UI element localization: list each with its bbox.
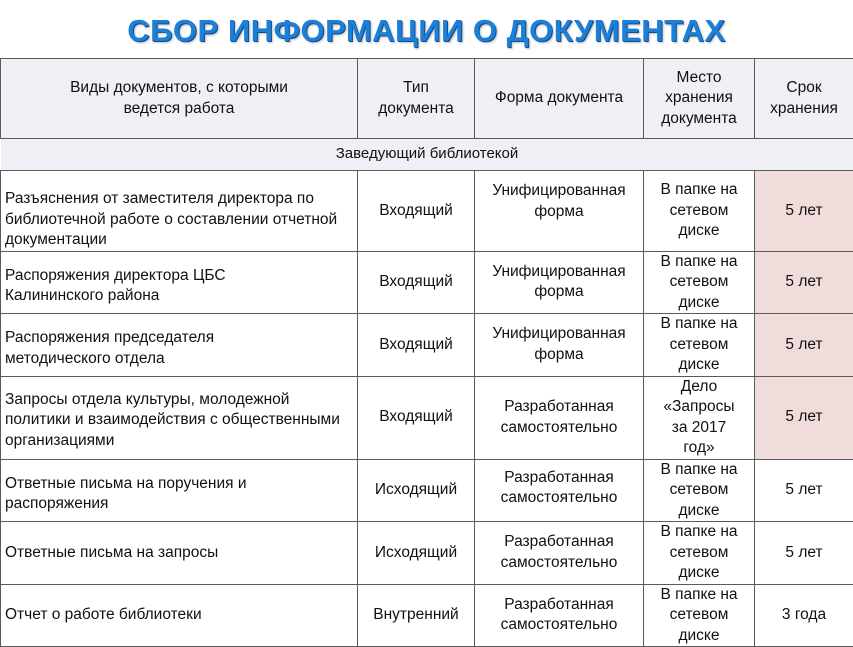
table-row — [1, 171, 853, 252]
table-row — [1, 459, 853, 522]
section-row — [1, 139, 853, 171]
doc-type: Входящий — [358, 251, 475, 314]
doc-form: Разработанная самостоятельно — [475, 522, 644, 585]
doc-form: Разработанная самостоятельно — [475, 459, 644, 522]
doc-type: Входящий — [358, 314, 475, 377]
doc-place: В папке на сетевом диске — [644, 522, 755, 585]
doc-kind: Запросы отдела культуры, молодежной политики и взаимодействия с общественными организациями — [1, 376, 358, 459]
doc-term: 5 лет — [755, 459, 853, 522]
doc-place: В папке на сетевом диске — [644, 459, 755, 522]
doc-place: Дело «Запросы за 2017 год» — [644, 376, 755, 459]
doc-form: Разработанная самостоятельно — [475, 584, 644, 647]
doc-type: Исходящий — [358, 459, 475, 522]
doc-type: Исходящий — [358, 522, 475, 585]
doc-term: 5 лет — [755, 314, 853, 377]
doc-type: Входящий — [358, 376, 475, 459]
doc-place: В папке на сетевом диске — [644, 314, 755, 377]
doc-kind: Ответные письма на поручения и распоряжения — [1, 459, 358, 522]
doc-kind: Распоряжения директора ЦБС Калининского района — [1, 251, 358, 314]
table-row — [1, 584, 853, 647]
doc-type: Входящий — [358, 171, 475, 252]
doc-place: В папке на сетевом диске — [644, 251, 755, 314]
doc-term: 5 лет — [755, 376, 853, 459]
header-form: Форма документа — [475, 59, 644, 139]
doc-term: 5 лет — [755, 251, 853, 314]
section-title: Заведующий библиотекой — [1, 139, 853, 171]
table-header-row — [1, 59, 853, 139]
doc-form: Унифицированная форма — [475, 314, 644, 377]
doc-place: В папке на сетевом диске — [644, 171, 755, 252]
doc-kind: Разъяснения от заместителя директора по библиотечной работе о составлении отчетной документации — [1, 171, 358, 252]
documents-table — [0, 58, 853, 647]
doc-form: Унифицированная форма — [475, 251, 644, 314]
table-row — [1, 251, 853, 314]
doc-type: Внутренний — [358, 584, 475, 647]
doc-term: 3 года — [755, 584, 853, 647]
doc-term: 5 лет — [755, 522, 853, 585]
doc-kind: Распоряжения председателя методического отдела — [1, 314, 358, 377]
page-title: СБОР ИНФОРМАЦИИ О ДОКУМЕНТАХ — [0, 8, 853, 54]
header-place: Место хранения документа — [644, 59, 755, 139]
doc-place: В папке на сетевом диске — [644, 584, 755, 647]
header-term: Срок хранения — [755, 59, 853, 139]
header-type: Тип документа — [358, 59, 475, 139]
table-row — [1, 522, 853, 585]
header-kinds: Виды документов, с которыми ведется работа — [1, 59, 358, 139]
doc-form: Разработанная самостоятельно — [475, 376, 644, 459]
table-row — [1, 376, 853, 459]
doc-kind: Отчет о работе библиотеки — [1, 584, 358, 647]
doc-kind: Ответные письма на запросы — [1, 522, 358, 585]
doc-form: Унифицированная форма — [475, 171, 644, 252]
doc-term: 5 лет — [755, 171, 853, 252]
table-row — [1, 314, 853, 377]
